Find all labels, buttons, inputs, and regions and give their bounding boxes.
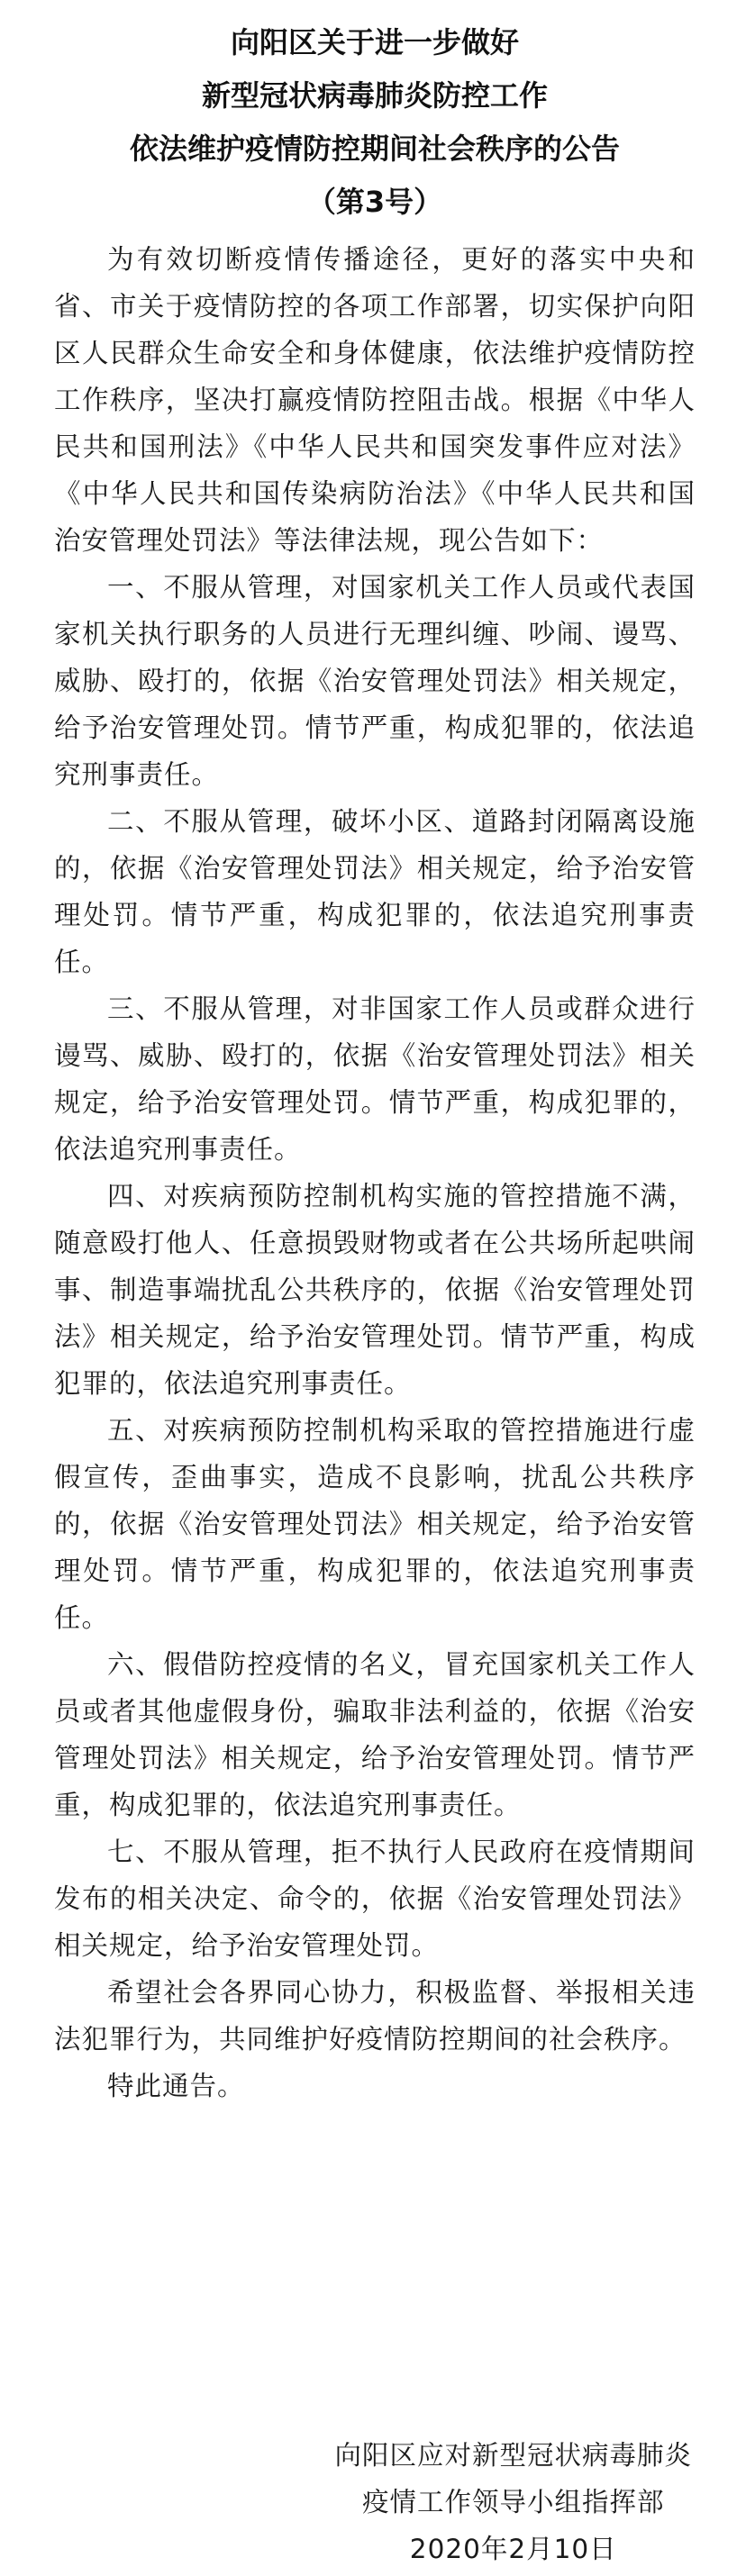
title-line-2: 新型冠状病毒肺炎防控工作 [201, 78, 548, 113]
signature-org-line-2: 疫情工作领导小组指挥部 [361, 2487, 665, 2517]
notice-title [54, 16, 696, 229]
signature-org-line-1: 向阳区应对新型冠状病毒肺炎 [334, 2440, 692, 2471]
notice-body [54, 236, 696, 2109]
paragraph-item-6: 六、假借防控疫情的名义，冒充国家机关工作人员或者其他虚假身份，骗取非法利益的，依据《治安管理处罚法》相关规定，给予治安管理处罚。情节严重，构成犯罪的，依法追究刑事责任。 [54, 1649, 696, 1820]
title-line-1: 向阳区关于进一步做好 [230, 25, 519, 59]
paragraph-intro: 为有效切断疫情传播途径，更好的落实中央和省、市关于疫情防控的各项工作部署，切实保护向阳区人民群众生命安全和身体健康，依法维护疫情防控工作秩序，坚决打赢疫情防控阻击战。根据《中华人民共和国刑法》《中华人民共和国突发事件应对法》《中华人民共和国传染病防治法》《中华人民共和国治安管理处罚法》等法律法规，现公告如下： [54, 244, 696, 556]
paragraph-item-7: 七、不服从管理，拒不执行人民政府在疫情期间发布的相关决定、命令的，依据《治安管理处罚法》相关规定，给予治安管理处罚。 [54, 1837, 696, 1961]
signature-date: 2020年2月10日 [409, 2534, 617, 2564]
title-number: （第3号） [306, 185, 443, 219]
paragraph-item-2: 二、不服从管理，破坏小区、道路封闭隔离设施的，依据《治安管理处罚法》相关规定，给予治安管理处罚。情节严重，构成犯罪的，依法追究刑事责任。 [54, 806, 696, 977]
signature-block [334, 2432, 692, 2572]
paragraph-item-1: 一、不服从管理，对国家机关工作人员或代表国家机关执行职务的人员进行无理纠缠、吵闹、谩骂、威胁、殴打的，依据《治安管理处罚法》相关规定，给予治安管理处罚。情节严重，构成犯罪的，依法追究刑事责任。 [54, 572, 696, 790]
paragraph-item-3: 三、不服从管理，对非国家工作人员或群众进行谩骂、威胁、殴打的，依据《治安管理处罚法》相关规定，给予治安管理处罚。情节严重，构成犯罪的，依法追究刑事责任。 [54, 993, 696, 1165]
title-line-3: 依法维护疫情防控期间社会秩序的公告 [129, 132, 620, 166]
paragraph-closing: 特此通告。 [107, 2071, 245, 2101]
paragraph-item-4: 四、对疾病预防控制机构实施的管控措施不满，随意殴打他人、任意损毁财物或者在公共场所起哄闹事、制造事端扰乱公共秩序的，依据《治安管理处罚法》相关规定，给予治安管理处罚。情节严重，构成犯罪的，依法追究刑事责任。 [54, 1181, 696, 1399]
paragraph-item-5: 五、对疾病预防控制机构采取的管控措施进行虚假宣传，歪曲事实，造成不良影响，扰乱公共秩序的，依据《治安管理处罚法》相关规定，给予治安管理处罚。情节严重，构成犯罪的，依法追究刑事责任。 [54, 1415, 696, 1633]
paragraph-appeal: 希望社会各界同心协力，积极监督、举报相关违法犯罪行为，共同维护好疫情防控期间的社会秩序。 [54, 1977, 696, 2054]
